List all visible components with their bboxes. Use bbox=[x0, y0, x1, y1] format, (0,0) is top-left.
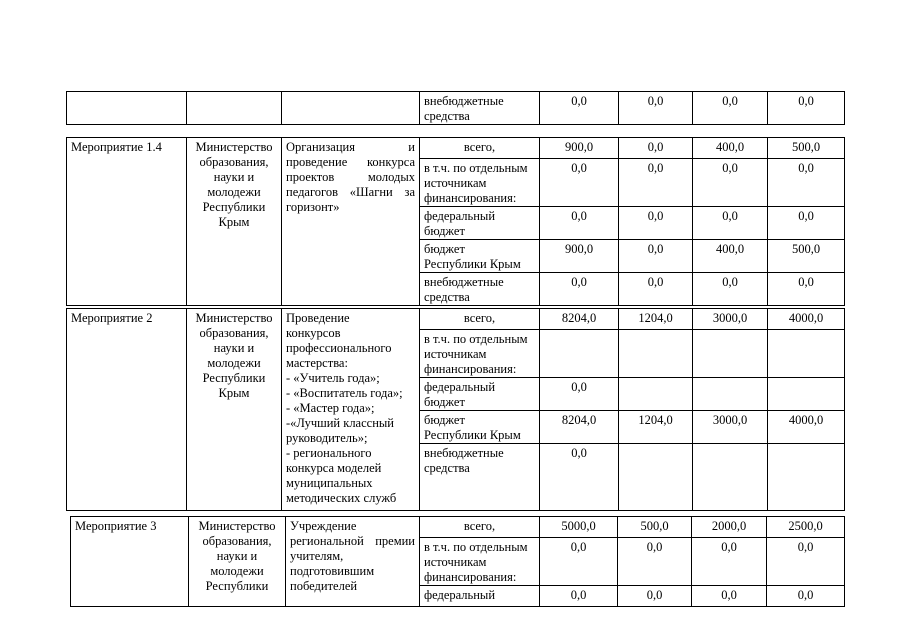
funding-source: внебюджетные средства bbox=[420, 273, 540, 306]
funding-source-total: всего, bbox=[420, 517, 540, 538]
value-cell: 0,0 bbox=[618, 586, 692, 607]
value-cell: 4000,0 bbox=[768, 309, 845, 330]
value-cell bbox=[693, 444, 768, 511]
value-cell: 900,0 bbox=[540, 138, 619, 159]
value-cell: 0,0 bbox=[619, 240, 693, 273]
funding-source-total: всего, bbox=[420, 309, 540, 330]
value-cell: 500,0 bbox=[618, 517, 692, 538]
event-description: Проведение конкурсов профессионального мастерства: - «Учитель года»; - «Воспитатель года»; - «Мастер года»; -«Лучший классный руководитель»; - регионального конкурса моделей муниципальных методических служб bbox=[282, 309, 420, 511]
value-cell: 2000,0 bbox=[692, 517, 767, 538]
value-cell: 0,0 bbox=[693, 207, 768, 240]
value-cell: 0,0 bbox=[540, 92, 619, 125]
value-cell bbox=[619, 378, 693, 411]
value-cell: 0,0 bbox=[540, 444, 619, 511]
value-cell: 0,0 bbox=[540, 538, 618, 586]
value-cell: 0,0 bbox=[619, 273, 693, 306]
responsible-ministry: Министерство образования, науки и молодежи Республики Крым bbox=[187, 309, 282, 511]
funding-source: федеральный бюджет bbox=[420, 378, 540, 411]
value-cell bbox=[768, 378, 845, 411]
value-cell: 0,0 bbox=[540, 159, 619, 207]
funding-source: в т.ч. по отдельным источникам финансирования: bbox=[420, 330, 540, 378]
value-cell: 500,0 bbox=[768, 138, 845, 159]
funding-source: бюджет Республики Крым bbox=[420, 240, 540, 273]
value-cell: 0,0 bbox=[768, 159, 845, 207]
event-description: Учреждение региональной премии учителям, подготовившим победителей bbox=[286, 517, 420, 607]
value-cell: 3000,0 bbox=[693, 411, 768, 444]
value-cell: 0,0 bbox=[692, 538, 767, 586]
event-name: Мероприятие 1.4 bbox=[67, 138, 187, 306]
responsible-ministry: Министерство образования, науки и молодежи Республики Крым bbox=[187, 138, 282, 306]
value-cell bbox=[540, 330, 619, 378]
event-description: Организация и проведение конкурса проектов молодых педагогов «Шагни за горизонт» bbox=[282, 138, 420, 306]
value-cell: 0,0 bbox=[768, 273, 845, 306]
value-cell: 0,0 bbox=[619, 92, 693, 125]
value-cell: 0,0 bbox=[540, 586, 618, 607]
value-cell: 4000,0 bbox=[768, 411, 845, 444]
funding-table-top bbox=[66, 91, 845, 125]
event-table-3 bbox=[70, 516, 845, 607]
value-cell: 0,0 bbox=[767, 538, 845, 586]
value-cell: 500,0 bbox=[768, 240, 845, 273]
value-cell: 1204,0 bbox=[619, 411, 693, 444]
responsible-ministry: Министерство образования, науки и молодежи Республики bbox=[189, 517, 286, 607]
funding-source: в т.ч. по отдельным источникам финансирования: bbox=[420, 159, 540, 207]
value-cell: 8204,0 bbox=[540, 411, 619, 444]
empty-cell bbox=[67, 92, 187, 125]
value-cell: 0,0 bbox=[619, 207, 693, 240]
value-cell: 0,0 bbox=[540, 273, 619, 306]
value-cell: 0,0 bbox=[619, 138, 693, 159]
value-cell: 900,0 bbox=[540, 240, 619, 273]
value-cell bbox=[768, 444, 845, 511]
value-cell: 0,0 bbox=[693, 92, 768, 125]
value-cell bbox=[768, 330, 845, 378]
value-cell: 0,0 bbox=[540, 378, 619, 411]
empty-cell bbox=[282, 92, 420, 125]
value-cell: 0,0 bbox=[619, 159, 693, 207]
funding-source: в т.ч. по отдельным источникам финансирования: bbox=[420, 538, 540, 586]
value-cell: 3000,0 bbox=[693, 309, 768, 330]
value-cell: 8204,0 bbox=[540, 309, 619, 330]
funding-source: бюджет Республики Крым bbox=[420, 411, 540, 444]
event-name: Мероприятие 3 bbox=[71, 517, 189, 607]
value-cell: 0,0 bbox=[693, 159, 768, 207]
funding-source: федеральный bbox=[420, 586, 540, 607]
funding-source: внебюджетные средства bbox=[420, 92, 540, 125]
value-cell: 400,0 bbox=[693, 138, 768, 159]
value-cell bbox=[693, 330, 768, 378]
value-cell: 0,0 bbox=[768, 207, 845, 240]
value-cell: 0,0 bbox=[693, 273, 768, 306]
funding-source: федеральный бюджет bbox=[420, 207, 540, 240]
value-cell bbox=[619, 444, 693, 511]
value-cell bbox=[619, 330, 693, 378]
value-cell: 400,0 bbox=[693, 240, 768, 273]
value-cell: 0,0 bbox=[540, 207, 619, 240]
value-cell: 1204,0 bbox=[619, 309, 693, 330]
funding-source: внебюджетные средства bbox=[420, 444, 540, 511]
value-cell: 0,0 bbox=[768, 92, 845, 125]
event-table-1-4 bbox=[66, 137, 845, 306]
event-name: Мероприятие 2 bbox=[67, 309, 187, 511]
empty-cell bbox=[187, 92, 282, 125]
value-cell: 5000,0 bbox=[540, 517, 618, 538]
funding-source-total: всего, bbox=[420, 138, 540, 159]
value-cell bbox=[693, 378, 768, 411]
value-cell: 0,0 bbox=[618, 538, 692, 586]
value-cell: 2500,0 bbox=[767, 517, 845, 538]
value-cell: 0,0 bbox=[692, 586, 767, 607]
event-table-2 bbox=[66, 308, 845, 511]
value-cell: 0,0 bbox=[767, 586, 845, 607]
